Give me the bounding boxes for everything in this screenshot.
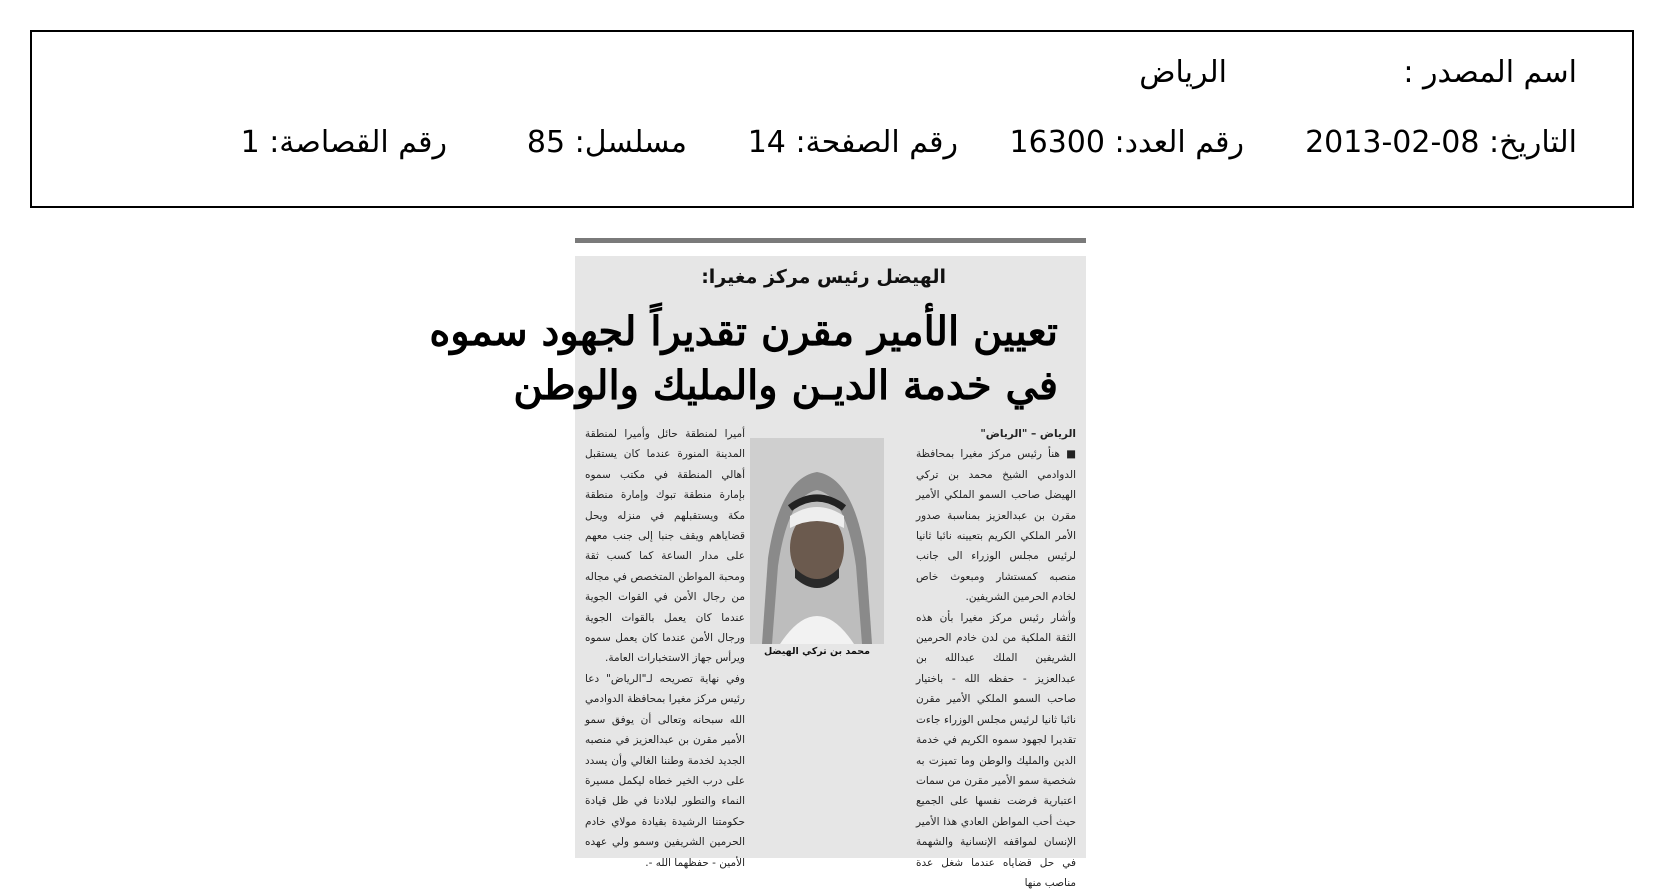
- right-column-paragraph-1: ■ هنأ رئيس مركز مغيرا بمحافظة الدوادمي الشيخ محمد بن تركي الهيضل صاحب السمو الملكي الأمير مقرن بن عبدالعزيز بمناسبة صدور الأمر الملكي الكريم بتعيينه نائبا ثانيا لرئيس مجلس الوزراء الى جانب منصبه كمستشار ومبعوث خاص لخادم الحرمين الشريفين.: [916, 448, 1076, 604]
- left-column-paragraph-2: وفي نهاية تصريحه لـ"الرياض" دعا رئيس مركز مغيرا بمحافظة الدوادمي الله سبحانه وتعالى أن يوفق سمو الأمير مقرن بن عبدالعزيز في منصبه الجديد لخدمة وطننا الغالي وأن يسدد على درب الخير خطاه ليكمل مسيرة النماء والتطور لبلادنا في ظل قيادة حكومتنا الرشيدة بقيادة مولاي خادم الحرمين الشريفين وسمو ولي عهده الأمين - حفظهما الله -.: [585, 672, 745, 869]
- clip-number-field: رقم القصاصة: 1: [240, 125, 447, 160]
- left-column: [585, 424, 745, 869]
- headline-line-2: في خدمة الديـن والمليك والوطن: [513, 362, 1058, 409]
- portrait-image: [750, 438, 884, 644]
- photo-caption: محمد بن تركي الهيضل: [763, 646, 871, 657]
- newspaper-clipping: [429, 238, 1086, 889]
- portrait-photo: [750, 438, 884, 644]
- left-column-paragraph-1: أميرا لمنطقة حائل وأميرا لمنطقة المدينة المنورة عندما كان يستقبل أهالي المنطقة في مكتب سموه بإمارة منطقة تبوك وإمارة منطقة مكة ويستقبلهم في منزله ويحل قضاياهم ويقف جنبا إلى جنب معهم على مدار الساعة كما كسب ثقة ومحبة المواطن المتخصص في مجاله من رجال الأمن في القوات الجوية عندما كان يعمل بالقوات الجوية ورجال الأمن عندما كان يعمل سموه ويرأس جهاز الاستخبارات العامة.: [585, 428, 745, 665]
- clipping-paper: [429, 256, 1086, 889]
- clipping-info-box: [30, 30, 1634, 208]
- right-column: [916, 424, 1076, 889]
- article-kicker: الهيضل رئيس مركز مغيرا:: [701, 266, 946, 288]
- right-column-paragraph-2: وأشار رئيس مركز مغيرا بأن هذه الثقة الملكية من لدن خادم الحرمين الشريفين الملك عبدالله بن عبدالعزيز - حفظه الله - باختيار صاحب السمو الملكي الأمير مقرن نائبا ثانيا لرئيس مجلس الوزراء جاءت تقديرا لجهود سموه الكريم في خدمة الدين والمليك والوطن وما تميزت به شخصية سمو الأمير مقرن من سمات اعتبارية فرضت نفسها على الجميع حيث أحب المواطن العادي هذا الأمير الإنسان لمواقفه الإنسانية والشهمة في حل قضاياه عندما شغل عدة مناصب منها: [916, 611, 1076, 889]
- issue-number-field: رقم العدد: 16300: [1009, 125, 1244, 160]
- clipping-top-rule: [575, 238, 1086, 243]
- source-label: اسم المصدر :: [1403, 55, 1577, 90]
- date-field: التاريخ: 08-02-2013: [1305, 125, 1577, 160]
- page-number-field: رقم الصفحة: 14: [747, 125, 958, 160]
- source-value: الرياض: [1139, 55, 1227, 90]
- headline-line-1: تعيين الأمير مقرن تقديراً لجهود سموه: [429, 308, 1058, 355]
- article-dateline: الرياض – "الرياض": [980, 428, 1076, 440]
- serial-field: مسلسل: 85: [526, 125, 687, 160]
